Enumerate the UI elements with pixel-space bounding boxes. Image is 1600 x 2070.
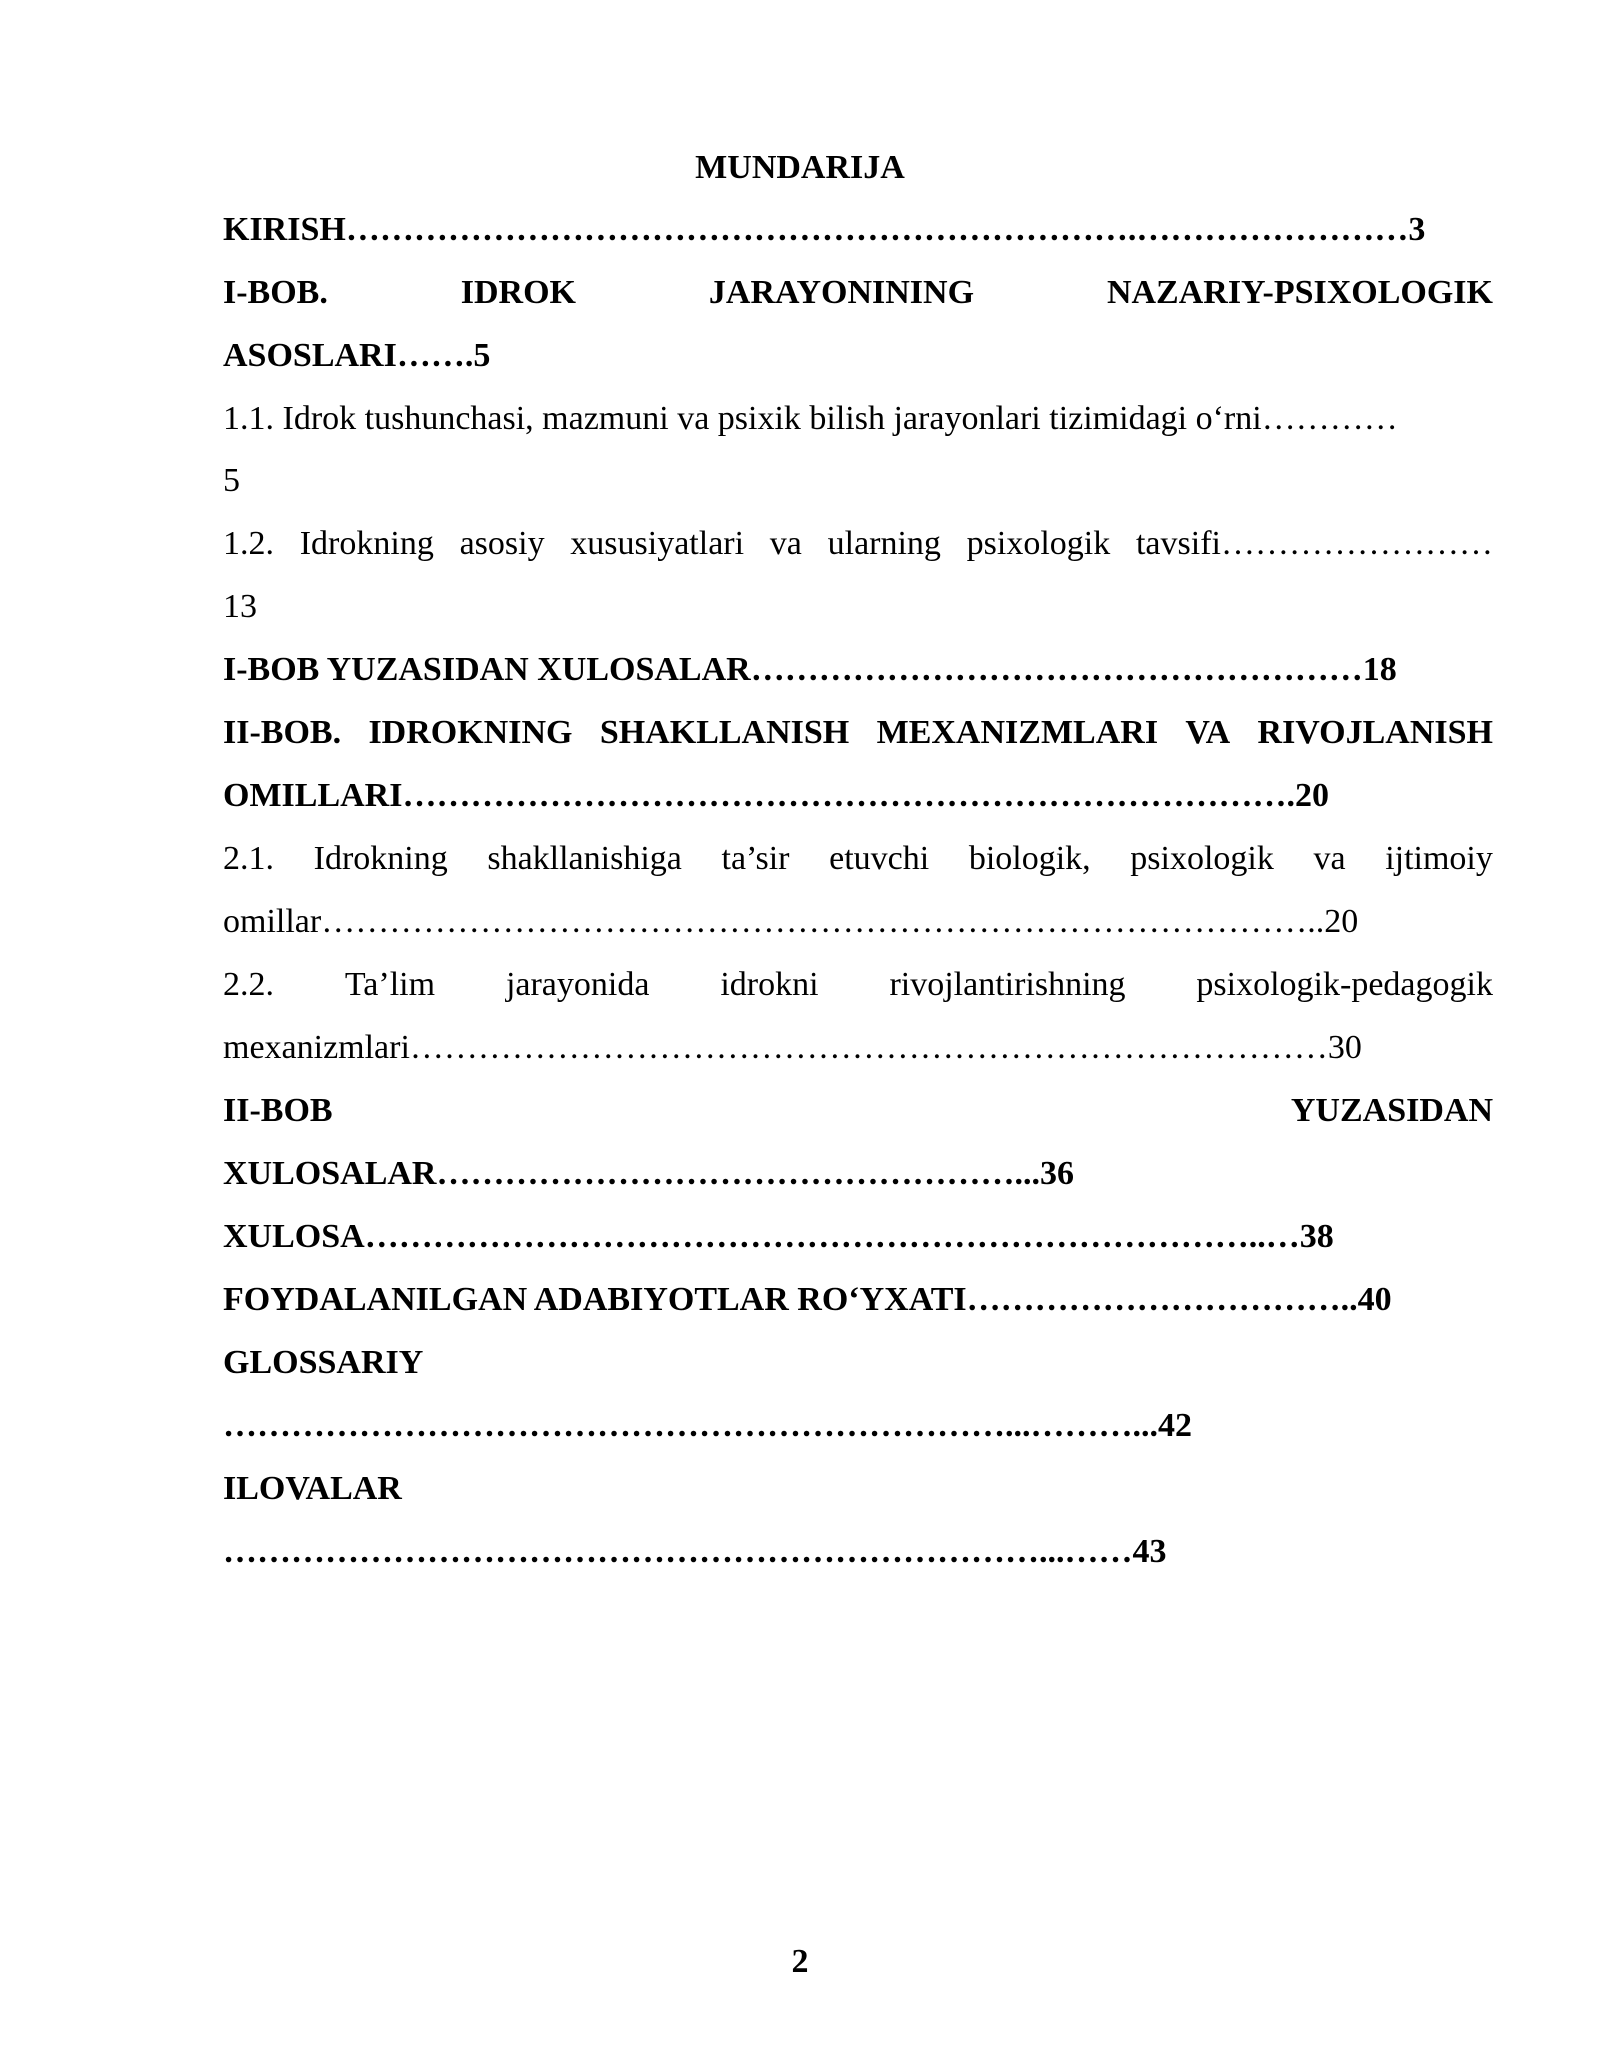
toc-entry-glossariy-dots: ……………………………………………………………...………...42 (223, 1407, 1192, 1444)
word: etuvchi (829, 840, 930, 877)
toc-entry-bob1-heading (223, 273, 1493, 313)
word: 2.1. (223, 840, 274, 877)
word: NAZARIY-PSIXOLOGIK (1106, 274, 1493, 311)
toc-entry-bob2-heading (223, 713, 1493, 753)
word: xususiyatlari (570, 525, 745, 562)
word: I-BOB. (223, 274, 328, 311)
word: psixologik (1130, 840, 1274, 877)
toc-entry-ilovalar-dots: ………………………………………………………………...……43 (223, 1533, 1167, 1570)
toc-entry-section-2-1 (223, 839, 1493, 879)
word: ijtimoiy (1385, 840, 1493, 877)
toc-entry-section-2-2-cont: mexanizmlari………………………………………………………………………30 (223, 1029, 1362, 1066)
page-title: MUNDARIJA (695, 149, 905, 186)
word: 2.2. (223, 966, 274, 1003)
word: VA (1185, 714, 1231, 751)
word: Idrokning (299, 525, 434, 562)
word: IDROK (460, 274, 576, 311)
word: RIVOJLANISH (1257, 714, 1493, 751)
toc-entry-kirish: KIRISH…………………………………………………………….……………………3 (223, 211, 1426, 248)
word: va (1313, 840, 1346, 877)
word: 1.2. (223, 525, 274, 562)
word: II-BOB (223, 1092, 333, 1129)
toc-entry-section-2-1-cont: omillar……………………………………………………………………………..20 (223, 903, 1359, 940)
toc-entry-bob1-heading-cont: ASOSLARI…….5 (223, 337, 491, 374)
toc-entry-foydalanilgan: FOYDALANILGAN ADABIYOTLAR RO‘YXATI……………………………..40 (223, 1281, 1392, 1318)
word: SHAKLLANISH (599, 714, 850, 751)
toc-entry-ilovalar: ILOVALAR (223, 1470, 402, 1507)
word: Idrokning (313, 840, 448, 877)
word: II-BOB. (223, 714, 342, 751)
word: ta’sir (721, 840, 790, 877)
word: asosiy (459, 525, 545, 562)
word: IDROKNING (368, 714, 573, 751)
word: shakllanishiga (487, 840, 682, 877)
word: psixologik (966, 525, 1111, 562)
toc-entry-section-1-1: 1.1. Idrok tushunchasi, mazmuni va psixik bilish jarayonlari tizimidagi o‘rni………… (223, 400, 1398, 437)
toc-entry-bob2-heading-cont: OMILLARI…………………………………………………………………….20 (223, 777, 1329, 814)
word: tavsifi…………………… (1135, 525, 1493, 562)
toc-entry-glossariy: GLOSSARIY (223, 1344, 424, 1381)
page-number: 2 (791, 1943, 809, 1980)
word: MEXANIZMLARI (876, 714, 1159, 751)
toc-entry-xulosa: XULOSA……………………………………………………………………..…38 (223, 1218, 1334, 1255)
word: psixologik-pedagogik (1196, 966, 1493, 1003)
word: idrokni (720, 966, 819, 1003)
word: YUZASIDAN (1290, 1092, 1493, 1129)
word: rivojlantirishning (889, 966, 1126, 1003)
word: biologik, (968, 840, 1091, 877)
toc-entry-bob1-conclusion: I-BOB YUZASIDAN XULOSALAR………………………………………………18 (223, 651, 1397, 688)
toc-entry-section-1-1-page: 5 (223, 462, 240, 499)
toc-entry-bob2-conclusion-cont: XULOSALAR……………………………………………...36 (223, 1155, 1074, 1192)
word: va (769, 525, 802, 562)
word: Ta’lim (344, 966, 436, 1003)
toc-entry-bob2-conclusion (223, 1091, 1493, 1131)
toc-entry-section-2-2 (223, 965, 1493, 1005)
word: jarayonida (505, 966, 650, 1003)
toc-entry-section-1-2 (223, 524, 1493, 564)
toc-entry-section-1-2-page: 13 (223, 588, 257, 625)
word: JARAYONINING (708, 274, 975, 311)
word: ularning (827, 525, 941, 562)
